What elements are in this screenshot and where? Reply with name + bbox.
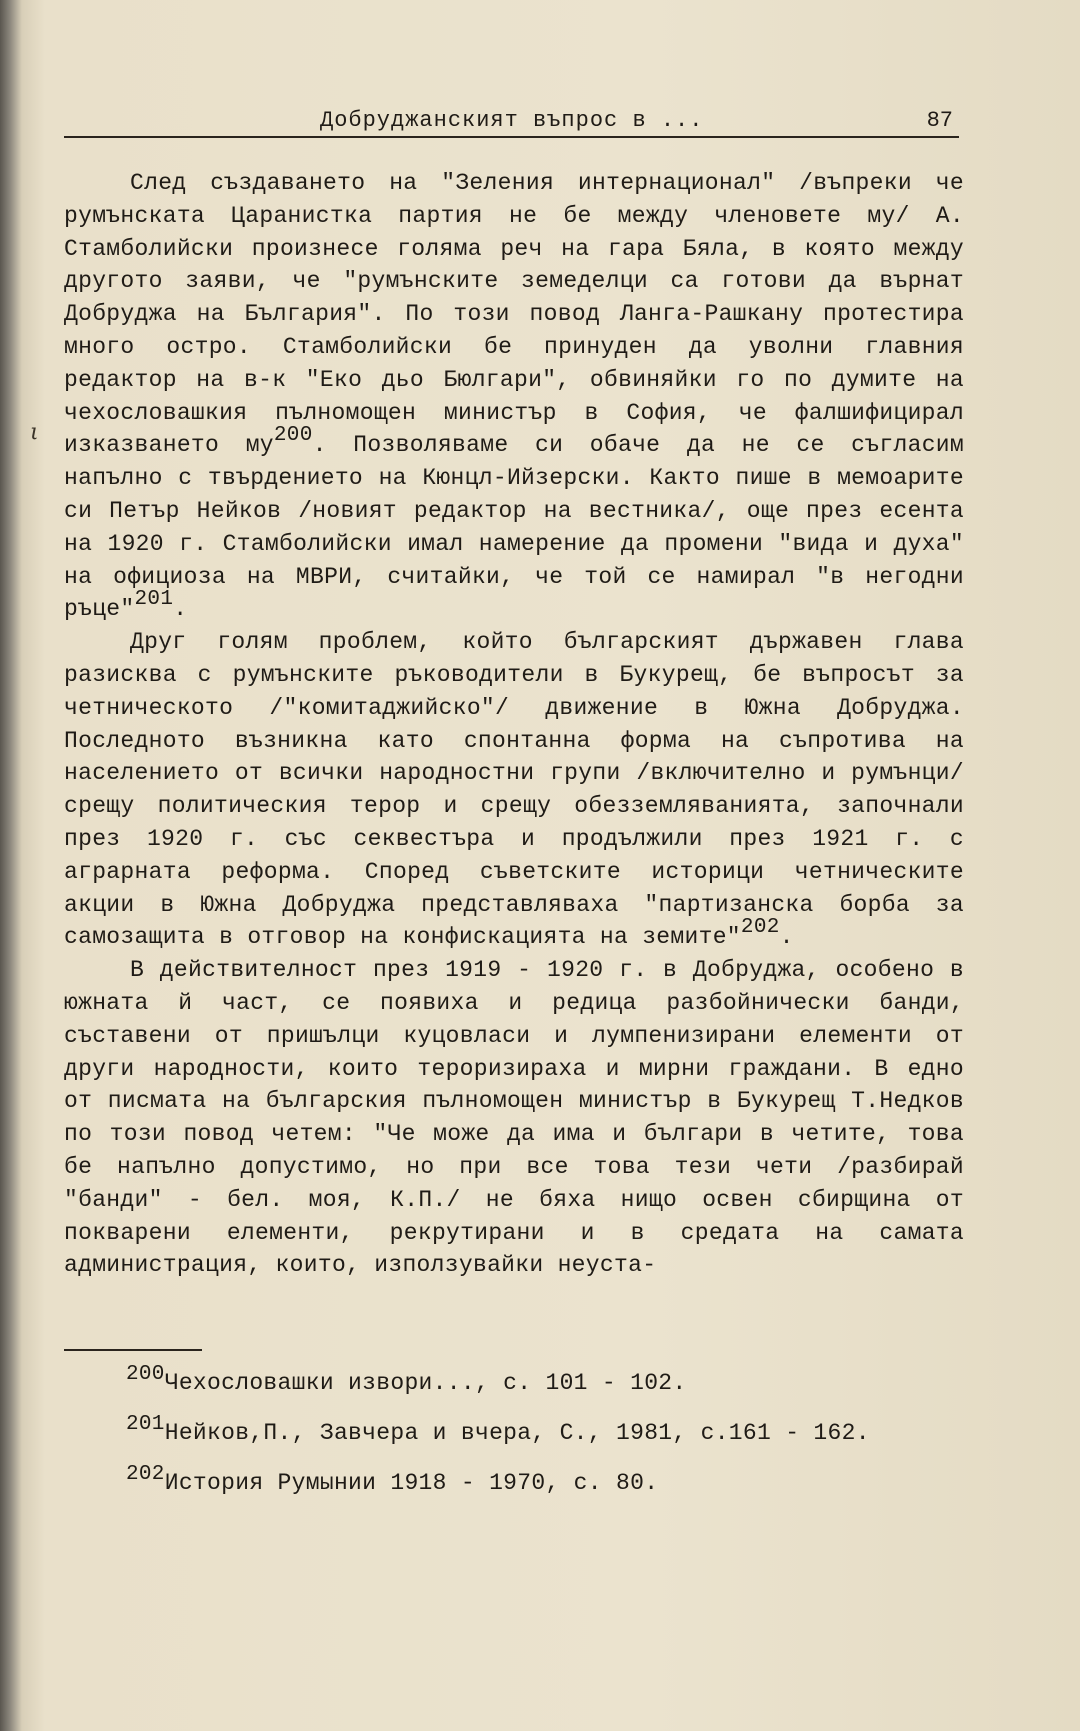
footnote-ref-201[interactable]: 201 (134, 588, 174, 612)
paragraph-text: В действителност през 1919 - 1920 г. в Добруджа, особено в южната й част, се появиха и редица разбойнически банди, съставени от пришълци куцовласи и лумпенизирани елементи от други народности, които тероризираха и мирни граждани. В едно от писмата на българския пълномощен министър в Букурещ Т.Недков по този повод четем: "Че може да има и българи в четите, това бе напълно допустимо, но при все това тези чети /разбирай "банди" - бел. моя, К.П./ не бяха нищо освен сбирщина от покварени елементи, рекрутирани и в средата на самата администрация, които, използувайки неуста- (64, 957, 964, 1279)
footnote-ref-202[interactable]: 202 (740, 916, 780, 940)
footnote-number: 202 (126, 1463, 165, 1486)
running-title: Добруджанският въпрос в ... (320, 108, 704, 133)
body-text (64, 167, 964, 1282)
paragraph-1 (64, 167, 964, 626)
paragraph-text: След създаването на "Зеления интернационал" /въпреки че румънската Царанистка партия не бе между членовете му/ А. Стамболийски произнесе голяма реч на гара Бяла, в която между другото заяви, че "румънските земеделци са готови да върнат Добруджа на България". По този повод Ланга-Рашкану протестира много остро. Стамболийски бе принуден да уволни главния редактор на в-к "Еко дьо Бюлгари", обвиняйки го по думите на чехословашкия пълномощен министър в София, че фалшифицирал изказването му (64, 170, 964, 459)
footnote-text: Нейков,П., Завчера и вчера, С., 1981, с.161 - 162. (164, 1420, 870, 1446)
margin-annotation: ι (30, 420, 39, 445)
footnote-ref-200[interactable]: 200 (273, 424, 313, 448)
page-number: 87 (926, 108, 953, 133)
footnote-201 (126, 1408, 966, 1458)
footnote-number: 201 (126, 1413, 165, 1436)
paragraph-2 (64, 626, 964, 954)
paragraph-text: . (779, 924, 794, 951)
paragraph-text: . Позволяваме си обаче да не се съгласим напълно с твърдението на Кюнцл-Ийзерски. Както пише в мемоарите си Петър Нейков /новият редактор на вестника/, още през есента на 1920 г. Стамболийски имал намерение да промени "вида и духа" на официоза на МВРИ, считайки, че той се намирал "в негодни ръце" (64, 432, 964, 623)
footnote-200 (126, 1358, 966, 1408)
paragraph-text: . (173, 596, 188, 623)
footnote-text: История Румынии 1918 - 1970, с. 80. (164, 1470, 659, 1496)
footnote-number: 200 (126, 1363, 165, 1386)
paragraph-3 (64, 954, 964, 1282)
paragraph-text: Друг голям проблем, който българският държавен глава разисква с румънските ръководители в Букурещ, бе въпросът за четническото /"комитаджийско"/ движение в Южна Добруджа. Последното възникна като спонтанна форма на съпротива на населението от всички народностни групи /включително и румънци/ срещу политическия терор и срещу обезземляванията, започнали през 1920 г. със секвестъра и продължили през 1921 г. с аграрната реформа. Според съветските историци четническите акции в Южна Добруджа представляваха "партизанска борба за самозащита в отговор на конфискацията на земите" (64, 629, 964, 951)
footnote-divider (64, 1349, 202, 1351)
footnote-202 (126, 1458, 966, 1508)
footnotes (126, 1358, 966, 1508)
footnote-text: Чехословашки извори..., с. 101 - 102. (164, 1370, 687, 1396)
page-header (64, 106, 959, 138)
